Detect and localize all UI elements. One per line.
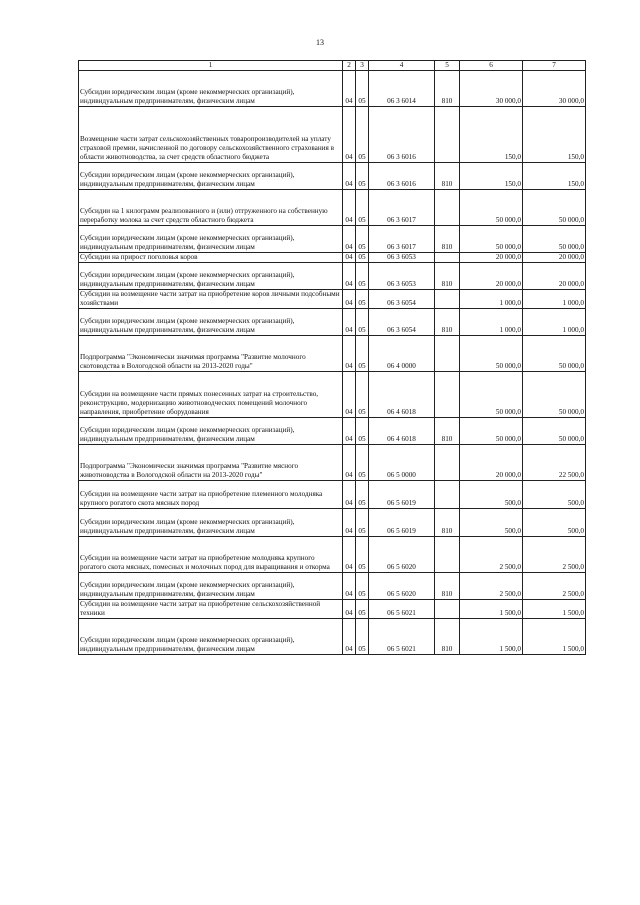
cell-amount-col7: 150,0	[523, 107, 586, 163]
table-row	[79, 619, 586, 655]
table-row	[79, 509, 586, 537]
cell-section: 05	[356, 445, 369, 481]
cell-amount-col7: 150,0	[523, 163, 586, 190]
cell-chapter: 04	[343, 336, 356, 372]
cell-amount-col7: 20 000,0	[523, 253, 586, 263]
table-row	[79, 537, 586, 573]
table-row	[79, 336, 586, 372]
row-name: Субсидии юридическим лицам (кроме некоммерческих организаций), индивидуальным предпринимателям, физическим лицам	[79, 418, 343, 445]
table-row	[79, 290, 586, 309]
cell-expense-type	[435, 253, 460, 263]
cell-target-item: 06 5 6019	[369, 481, 435, 509]
cell-amount-col6: 1 000,0	[460, 290, 523, 309]
row-name: Подпрограмма "Экономически значимая программа "Развитие мясного животноводства в Вологодской области на 2013-2020 годы"	[79, 445, 343, 481]
cell-amount-col6: 20 000,0	[460, 253, 523, 263]
cell-chapter: 04	[343, 253, 356, 263]
cell-chapter: 04	[343, 190, 356, 226]
table-row	[79, 226, 586, 253]
cell-chapter: 04	[343, 71, 356, 107]
cell-section: 05	[356, 290, 369, 309]
cell-amount-col6: 50 000,0	[460, 226, 523, 253]
cell-amount-col6: 30 000,0	[460, 71, 523, 107]
row-name: Субсидии на 1 килограмм реализованного и (или) отгруженного на собственную переработку молока за счет средств областного бюджета	[79, 190, 343, 226]
cell-chapter: 04	[343, 573, 356, 600]
cell-amount-col7: 50 000,0	[523, 190, 586, 226]
table-row	[79, 71, 586, 107]
cell-section: 05	[356, 336, 369, 372]
cell-expense-type: 810	[435, 619, 460, 655]
cell-amount-col7: 50 000,0	[523, 418, 586, 445]
cell-target-item: 06 3 6014	[369, 71, 435, 107]
table-row	[79, 445, 586, 481]
cell-target-item: 06 3 6017	[369, 226, 435, 253]
cell-section: 05	[356, 263, 369, 290]
cell-amount-col6: 150,0	[460, 163, 523, 190]
cell-target-item: 06 3 6016	[369, 107, 435, 163]
budget-table	[78, 60, 586, 655]
cell-amount-col6: 1 500,0	[460, 619, 523, 655]
cell-chapter: 04	[343, 509, 356, 537]
cell-amount-col7: 1 500,0	[523, 619, 586, 655]
cell-amount-col7: 2 500,0	[523, 573, 586, 600]
cell-target-item: 06 5 6019	[369, 509, 435, 537]
cell-chapter: 04	[343, 290, 356, 309]
cell-expense-type	[435, 600, 460, 619]
cell-amount-col6: 1 500,0	[460, 600, 523, 619]
header-col-7: 7	[523, 61, 586, 71]
cell-amount-col6: 20 000,0	[460, 445, 523, 481]
cell-amount-col7: 500,0	[523, 509, 586, 537]
cell-target-item: 06 4 6018	[369, 418, 435, 445]
cell-section: 05	[356, 600, 369, 619]
cell-section: 05	[356, 309, 369, 336]
cell-amount-col7: 500,0	[523, 481, 586, 509]
cell-amount-col6: 50 000,0	[460, 372, 523, 418]
row-name: Подпрограмма "Экономически значимая программа "Развитие молочного скотоводства в Вологодской области на 2013-2020 годы"	[79, 336, 343, 372]
cell-chapter: 04	[343, 418, 356, 445]
table-row	[79, 309, 586, 336]
cell-expense-type	[435, 481, 460, 509]
cell-chapter: 04	[343, 372, 356, 418]
cell-amount-col7: 50 000,0	[523, 372, 586, 418]
cell-section: 05	[356, 253, 369, 263]
table-row	[79, 107, 586, 163]
cell-target-item: 06 5 6021	[369, 600, 435, 619]
cell-expense-type: 810	[435, 309, 460, 336]
header-row	[79, 61, 586, 71]
cell-target-item: 06 3 6053	[369, 253, 435, 263]
cell-amount-col6: 50 000,0	[460, 418, 523, 445]
cell-target-item: 06 3 6017	[369, 190, 435, 226]
row-name: Субсидии юридическим лицам (кроме некоммерческих организаций), индивидуальным предпринимателям, физическим лицам	[79, 619, 343, 655]
table-row	[79, 573, 586, 600]
cell-target-item: 06 5 0000	[369, 445, 435, 481]
header-col-5: 5	[435, 61, 460, 71]
row-name: Субсидии на возмещение части затрат на приобретение сельскохозяйственной техники	[79, 600, 343, 619]
header-col-2: 2	[343, 61, 356, 71]
cell-expense-type	[435, 372, 460, 418]
cell-amount-col6: 500,0	[460, 481, 523, 509]
cell-target-item: 06 4 0000	[369, 336, 435, 372]
cell-section: 05	[356, 619, 369, 655]
cell-amount-col6: 1 000,0	[460, 309, 523, 336]
cell-expense-type	[435, 107, 460, 163]
cell-expense-type: 810	[435, 163, 460, 190]
table-row	[79, 372, 586, 418]
cell-expense-type: 810	[435, 509, 460, 537]
cell-amount-col7: 1 000,0	[523, 290, 586, 309]
cell-amount-col7: 22 500,0	[523, 445, 586, 481]
cell-amount-col6: 150,0	[460, 107, 523, 163]
cell-amount-col6: 50 000,0	[460, 190, 523, 226]
cell-chapter: 04	[343, 309, 356, 336]
cell-expense-type: 810	[435, 71, 460, 107]
table-row	[79, 190, 586, 226]
cell-section: 05	[356, 418, 369, 445]
cell-expense-type: 810	[435, 263, 460, 290]
row-name: Субсидии юридическим лицам (кроме некоммерческих организаций), индивидуальным предпринимателям, физическим лицам	[79, 163, 343, 190]
cell-expense-type: 810	[435, 418, 460, 445]
cell-target-item: 06 5 6020	[369, 537, 435, 573]
cell-amount-col6: 500,0	[460, 509, 523, 537]
cell-amount-col6: 2 500,0	[460, 573, 523, 600]
cell-target-item: 06 3 6054	[369, 309, 435, 336]
cell-target-item: 06 3 6054	[369, 290, 435, 309]
table-row	[79, 600, 586, 619]
cell-amount-col7: 30 000,0	[523, 71, 586, 107]
table-row	[79, 163, 586, 190]
cell-section: 05	[356, 372, 369, 418]
cell-expense-type	[435, 445, 460, 481]
header-col-3: 3	[356, 61, 369, 71]
cell-chapter: 04	[343, 445, 356, 481]
header-col-4: 4	[369, 61, 435, 71]
table-row	[79, 481, 586, 509]
cell-chapter: 04	[343, 107, 356, 163]
cell-chapter: 04	[343, 619, 356, 655]
cell-amount-col7: 50 000,0	[523, 226, 586, 253]
table-body	[79, 71, 586, 655]
cell-amount-col7: 2 500,0	[523, 537, 586, 573]
cell-chapter: 04	[343, 481, 356, 509]
cell-amount-col7: 1 500,0	[523, 600, 586, 619]
cell-expense-type: 810	[435, 573, 460, 600]
cell-section: 05	[356, 107, 369, 163]
row-name: Субсидии на возмещение части затрат на приобретение племенного молодняка крупного рогатого скота мясных пород	[79, 481, 343, 509]
table-row	[79, 418, 586, 445]
cell-expense-type	[435, 190, 460, 226]
cell-expense-type	[435, 537, 460, 573]
cell-expense-type	[435, 336, 460, 372]
cell-chapter: 04	[343, 600, 356, 619]
row-name: Возмещение части затрат сельскохозяйственных товаропроизводителей на уплату страховой премии, начисленной по договору сельскохозяйственного страхования в области животноводства, за счет средств областного бюджета	[79, 107, 343, 163]
row-name: Субсидии на возмещение части прямых понесенных затрат на строительство, реконструкцию, модернизацию животноводческих помещений молочного направления, приобретение оборудования	[79, 372, 343, 418]
row-name: Субсидии на возмещение части затрат на приобретение молодняка крупного рогатого скота мясных, помесных и молочных пород для выращивания и откорма	[79, 537, 343, 573]
table-row	[79, 253, 586, 263]
row-name: Субсидии юридическим лицам (кроме некоммерческих организаций), индивидуальным предпринимателям, физическим лицам	[79, 509, 343, 537]
cell-expense-type	[435, 290, 460, 309]
cell-amount-col6: 20 000,0	[460, 263, 523, 290]
cell-chapter: 04	[343, 537, 356, 573]
cell-section: 05	[356, 226, 369, 253]
page-number: 13	[316, 38, 324, 47]
cell-expense-type: 810	[435, 226, 460, 253]
cell-amount-col6: 2 500,0	[460, 537, 523, 573]
row-name: Субсидии юридическим лицам (кроме некоммерческих организаций), индивидуальным предпринимателям, физическим лицам	[79, 71, 343, 107]
cell-section: 05	[356, 481, 369, 509]
cell-amount-col7: 1 000,0	[523, 309, 586, 336]
table-row	[79, 263, 586, 290]
cell-chapter: 04	[343, 163, 356, 190]
cell-target-item: 06 3 6016	[369, 163, 435, 190]
cell-target-item: 06 5 6021	[369, 619, 435, 655]
row-name: Субсидии юридическим лицам (кроме некоммерческих организаций), индивидуальным предпринимателям, физическим лицам	[79, 226, 343, 253]
row-name: Субсидии юридическим лицам (кроме некоммерческих организаций), индивидуальным предпринимателям, физическим лицам	[79, 263, 343, 290]
cell-chapter: 04	[343, 226, 356, 253]
cell-section: 05	[356, 190, 369, 226]
cell-section: 05	[356, 573, 369, 600]
cell-target-item: 06 4 6018	[369, 372, 435, 418]
cell-section: 05	[356, 509, 369, 537]
cell-section: 05	[356, 163, 369, 190]
cell-chapter: 04	[343, 263, 356, 290]
cell-amount-col7: 50 000,0	[523, 336, 586, 372]
row-name: Субсидии на прирост поголовья коров	[79, 253, 343, 263]
cell-target-item: 06 5 6020	[369, 573, 435, 600]
cell-section: 05	[356, 71, 369, 107]
row-name: Субсидии на возмещение части затрат на приобретение коров личными подсобными хозяйствами	[79, 290, 343, 309]
header-col-1: 1	[79, 61, 343, 71]
cell-amount-col7: 20 000,0	[523, 263, 586, 290]
row-name: Субсидии юридическим лицам (кроме некоммерческих организаций), индивидуальным предпринимателям, физическим лицам	[79, 573, 343, 600]
header-col-6: 6	[460, 61, 523, 71]
cell-amount-col6: 50 000,0	[460, 336, 523, 372]
cell-target-item: 06 3 6053	[369, 263, 435, 290]
cell-section: 05	[356, 537, 369, 573]
row-name: Субсидии юридическим лицам (кроме некоммерческих организаций), индивидуальным предпринимателям, физическим лицам	[79, 309, 343, 336]
